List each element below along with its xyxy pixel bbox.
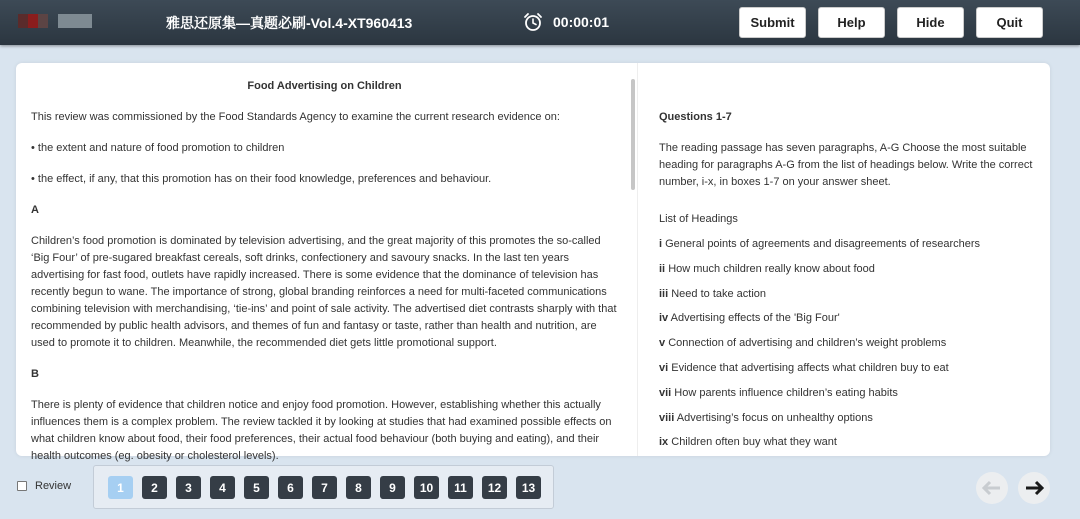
heading-item bbox=[659, 310, 1044, 327]
question-button-8[interactable]: 8 bbox=[346, 476, 371, 499]
review-checkbox[interactable] bbox=[17, 481, 27, 491]
question-button-7[interactable]: 7 bbox=[312, 476, 337, 499]
question-button-1[interactable]: 1 bbox=[108, 476, 133, 499]
help-button[interactable]: Help bbox=[818, 7, 885, 38]
question-button-12[interactable]: 12 bbox=[482, 476, 507, 499]
quit-button[interactable]: Quit bbox=[976, 7, 1043, 38]
heading-text: How much children really know about food bbox=[668, 262, 875, 275]
questions-panel[interactable] bbox=[659, 109, 1044, 449]
reading-passage[interactable] bbox=[16, 63, 633, 462]
heading-item bbox=[659, 410, 1044, 427]
heading-text: Advertising effects of the 'Big Four' bbox=[670, 312, 840, 325]
heading-number: iv bbox=[659, 312, 669, 325]
question-button-9[interactable]: 9 bbox=[380, 476, 405, 499]
heading-item bbox=[659, 385, 1044, 402]
review-toggle[interactable] bbox=[17, 480, 71, 492]
heading-text: Evidence that advertising affects what children buy to eat bbox=[671, 361, 949, 374]
passage-bullet: • the extent and nature of food promotion to children bbox=[31, 142, 285, 154]
heading-number: ii bbox=[659, 262, 666, 275]
passage-intro: This review was commissioned by the Food Standards Agency to examine the current research evidence on: bbox=[31, 111, 560, 123]
logo bbox=[14, 10, 104, 34]
question-button-4[interactable]: 4 bbox=[210, 476, 235, 499]
question-navigator bbox=[93, 465, 554, 509]
top-bar bbox=[0, 0, 1080, 45]
heading-text: General points of agreements and disagreements of researchers bbox=[665, 238, 981, 250]
section-text-a: Children’s food promotion is dominated by television advertising, and the great majority of this promotes the so-called ‘Big Four’ of pre-sugared breakfast cereals, soft drinks, confectionery and savoury snacks. In the last ten years advertising for fast food, outlets have rapidly increased. There is some evidence that the dominance of television has recently begun to wane. The importance of strong, global branding reinforces a need for multi-faceted communications combining television with merchandising, ‘tie-ins’ and point of sale activity. The advertised diet contrasts sharply with that recommended by public health advisors, and themes of fun and fantasy or taste, rather than health and nutrition, are used to promote it to children. Meanwhile, the recommended diet gets little promotional support. bbox=[31, 235, 617, 349]
heading-item bbox=[659, 335, 1044, 352]
heading-text: Connection of advertising and children’s weight problems bbox=[668, 337, 947, 350]
section-text-b: There is plenty of evidence that children notice and enjoy food promotion. However, establishing whether this actually influences them is a complex problem. The review tackled it by looking at studies that had examined possible effects on what children know about food, their food preferences, their actual food behaviour (both buying and eating), and their health outcomes (eg. obesity or cholesterol levels). bbox=[31, 399, 612, 462]
heading-number: v bbox=[659, 337, 666, 350]
heading-item bbox=[659, 360, 1044, 377]
heading-number: i bbox=[659, 238, 663, 250]
arrow-right-icon bbox=[1025, 481, 1043, 495]
arrow-left-icon bbox=[983, 481, 1001, 495]
question-button-11[interactable]: 11 bbox=[448, 476, 473, 499]
submit-button[interactable]: Submit bbox=[739, 7, 806, 38]
heading-number: iii bbox=[659, 287, 669, 300]
heading-text: Need to take action bbox=[671, 287, 767, 300]
hide-button[interactable]: Hide bbox=[897, 7, 964, 38]
section-label-b: B bbox=[31, 368, 39, 380]
content-panel bbox=[16, 63, 1050, 462]
passage-title: Food Advertising on Children bbox=[247, 80, 402, 92]
exam-title: 雅思还原集—真题必刷-Vol.4-XT960413 bbox=[166, 15, 413, 31]
next-button[interactable] bbox=[1018, 472, 1050, 504]
question-button-10[interactable]: 10 bbox=[414, 476, 439, 499]
heading-number: ix bbox=[659, 436, 669, 449]
heading-item bbox=[659, 434, 1044, 451]
question-button-2[interactable]: 2 bbox=[142, 476, 167, 499]
previous-button[interactable] bbox=[976, 472, 1008, 504]
heading-text: Advertising’s focus on unhealthy options bbox=[676, 411, 873, 424]
alarm-clock-icon bbox=[523, 12, 543, 32]
heading-item bbox=[659, 236, 1044, 253]
review-label: Review bbox=[35, 480, 72, 492]
heading-item bbox=[659, 261, 1044, 278]
question-button-3[interactable]: 3 bbox=[176, 476, 201, 499]
question-button-13[interactable]: 13 bbox=[516, 476, 541, 499]
passage-scrollbar[interactable] bbox=[631, 79, 635, 190]
heading-number: viii bbox=[659, 411, 675, 424]
timer-readout: 00:00:01 bbox=[553, 14, 610, 30]
questions-title: Questions 1-7 bbox=[659, 111, 732, 123]
question-button-6[interactable]: 6 bbox=[278, 476, 303, 499]
heading-item bbox=[659, 286, 1044, 303]
heading-number: vii bbox=[659, 386, 672, 399]
questions-instructions: The reading passage has seven paragraphs, A-G Choose the most suitable heading for paragraphs A-G from the list of headings below. Write the correct number, i-x, in boxes 1-7 on your answer sheet. bbox=[659, 142, 1033, 188]
heading-text: Children often buy what they want bbox=[671, 436, 837, 449]
heading-number: vi bbox=[659, 361, 669, 374]
headings-list-title: List of Headings bbox=[659, 213, 738, 225]
passage-bullet: • the effect, if any, that this promotion has on their food knowledge, preferences and behaviour. bbox=[31, 173, 492, 185]
section-label-a: A bbox=[31, 204, 39, 216]
panel-divider bbox=[637, 63, 638, 456]
heading-text: How parents influence children’s eating habits bbox=[674, 386, 898, 399]
question-button-5[interactable]: 5 bbox=[244, 476, 269, 499]
